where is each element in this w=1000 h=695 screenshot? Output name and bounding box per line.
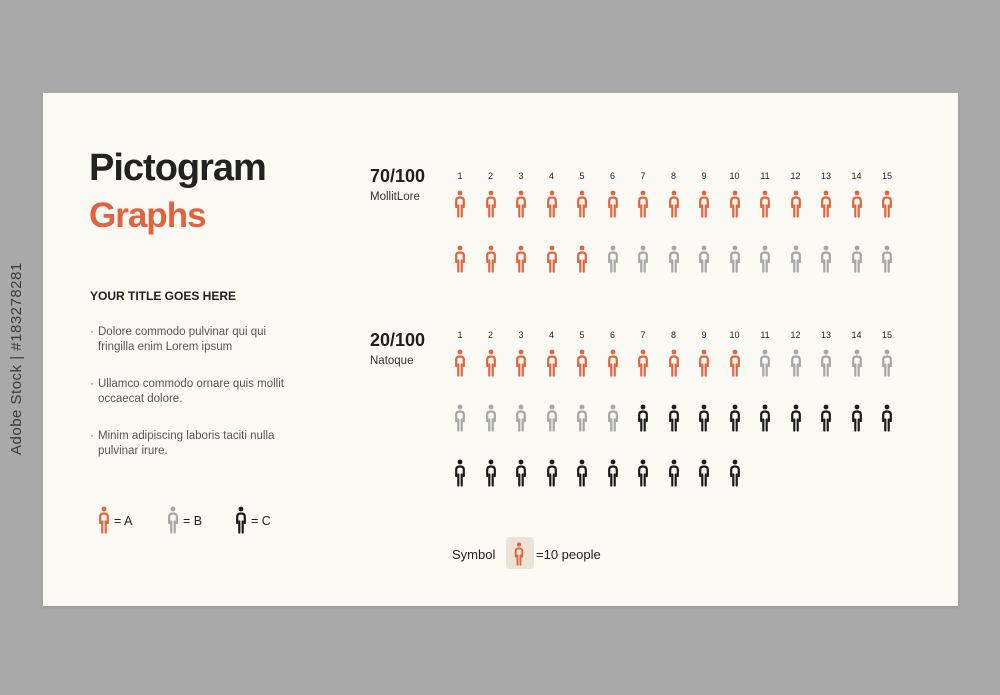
column-number: 4 bbox=[548, 171, 554, 181]
person-icon-b bbox=[515, 404, 527, 432]
person-icon-a bbox=[98, 506, 110, 534]
person-icon-c bbox=[668, 459, 680, 487]
title-line-2: Graphs bbox=[89, 196, 206, 235]
person-icon-b bbox=[881, 349, 893, 377]
column-number: 14 bbox=[851, 330, 862, 340]
person-icon-b bbox=[576, 404, 588, 432]
person-icon-a bbox=[759, 190, 771, 218]
person-icon-a bbox=[820, 190, 832, 218]
column-number: 1 bbox=[457, 330, 463, 340]
person-icon-c bbox=[637, 459, 649, 487]
slide bbox=[43, 93, 958, 606]
person-icon-a bbox=[607, 190, 619, 218]
column-number: 6 bbox=[609, 171, 615, 181]
column-number: 1 bbox=[457, 171, 463, 181]
bullet-list bbox=[90, 325, 300, 481]
person-icon-b bbox=[759, 349, 771, 377]
person-icon-c bbox=[698, 404, 710, 432]
column-number: 3 bbox=[518, 330, 524, 340]
person-icon-c bbox=[637, 404, 649, 432]
column-number: 11 bbox=[760, 171, 770, 181]
person-icon-b bbox=[851, 245, 863, 273]
column-number: 7 bbox=[640, 171, 646, 181]
person-icon-b bbox=[851, 349, 863, 377]
person-icon-c bbox=[820, 404, 832, 432]
column-number: 3 bbox=[518, 171, 524, 181]
symbol-badge bbox=[506, 537, 534, 569]
person-icon-b bbox=[607, 404, 619, 432]
column-number: 6 bbox=[609, 330, 615, 340]
person-icon-b bbox=[485, 404, 497, 432]
column-number: 2 bbox=[487, 330, 493, 340]
person-icon-b bbox=[546, 404, 558, 432]
column-number: 15 bbox=[881, 330, 892, 340]
person-icon-a bbox=[515, 190, 527, 218]
column-number: 15 bbox=[881, 171, 892, 181]
person-icon-b bbox=[637, 245, 649, 273]
person-icon-a bbox=[546, 349, 558, 377]
person-icon-b bbox=[167, 506, 179, 534]
person-icon-a bbox=[637, 190, 649, 218]
person-icon-b bbox=[790, 245, 802, 273]
person-icon-c bbox=[729, 404, 741, 432]
person-icon-b bbox=[820, 349, 832, 377]
column-number: 12 bbox=[790, 330, 801, 340]
column-number: 8 bbox=[670, 171, 676, 181]
person-icon-c bbox=[790, 404, 802, 432]
person-icon-c bbox=[729, 459, 741, 487]
person-icon-b bbox=[759, 245, 771, 273]
person-icon-a bbox=[485, 190, 497, 218]
column-number: 11 bbox=[760, 330, 770, 340]
person-icon-a bbox=[576, 349, 588, 377]
person-icon-c bbox=[546, 459, 558, 487]
person-icon-b bbox=[454, 404, 466, 432]
column-number: 10 bbox=[729, 171, 740, 181]
bullet-item-1: · Dolore commodo pulvinar qui qui fringilla enim Lorem ipsum bbox=[90, 325, 300, 355]
person-icon-a bbox=[515, 349, 527, 377]
person-icon-b bbox=[607, 245, 619, 273]
column-number: 13 bbox=[820, 330, 831, 340]
group-score: 20/100 bbox=[370, 330, 426, 350]
person-icon-a bbox=[729, 349, 741, 377]
person-icon-c bbox=[668, 404, 680, 432]
stock-credit: Adobe Stock | #183278281 bbox=[8, 262, 25, 455]
person-icon-a bbox=[546, 190, 558, 218]
column-number: 2 bbox=[487, 171, 493, 181]
column-number: 9 bbox=[701, 171, 707, 181]
symbol-value: =10 people bbox=[536, 547, 601, 562]
symbol-label: Symbol bbox=[452, 547, 496, 562]
person-icon-a bbox=[515, 245, 527, 273]
person-icon-a bbox=[485, 349, 497, 377]
person-icon-c bbox=[515, 459, 527, 487]
legend-label-a: = A bbox=[114, 514, 133, 528]
person-icon-b bbox=[881, 245, 893, 273]
person-icon-a bbox=[576, 245, 588, 273]
person-icon-a bbox=[637, 349, 649, 377]
person-icon-a bbox=[454, 349, 466, 377]
person-icon-a bbox=[454, 190, 466, 218]
person-icon-a bbox=[454, 245, 466, 273]
person-icon-a bbox=[729, 190, 741, 218]
person-icon-b bbox=[729, 245, 741, 273]
person-icon-a bbox=[881, 190, 893, 218]
column-number: 13 bbox=[820, 171, 831, 181]
bullet-item-2: · Ullamco commodo ornare quis mollit occaecat dolore. bbox=[90, 377, 300, 407]
person-icon-b bbox=[790, 349, 802, 377]
column-number: 5 bbox=[579, 330, 585, 340]
person-icon bbox=[512, 542, 526, 566]
person-icon-c bbox=[759, 404, 771, 432]
person-icon-c bbox=[235, 506, 247, 534]
person-icon-a bbox=[851, 190, 863, 218]
person-icon-b bbox=[698, 245, 710, 273]
person-icon-c bbox=[576, 459, 588, 487]
person-icon-c bbox=[851, 404, 863, 432]
person-icon-c bbox=[881, 404, 893, 432]
column-number: 7 bbox=[640, 330, 646, 340]
person-icon-a bbox=[698, 190, 710, 218]
title-line-1: Pictogram bbox=[89, 147, 266, 189]
group-name: MollitLore bbox=[370, 191, 420, 203]
group-score: 70/100 bbox=[370, 166, 426, 186]
person-icon-a bbox=[668, 349, 680, 377]
group-name: Natoque bbox=[370, 355, 414, 367]
column-number: 12 bbox=[790, 171, 801, 181]
person-icon-a bbox=[790, 190, 802, 218]
person-icon-a bbox=[485, 245, 497, 273]
person-icon-a bbox=[546, 245, 558, 273]
column-number: 9 bbox=[701, 330, 707, 340]
column-number: 14 bbox=[851, 171, 862, 181]
person-icon-b bbox=[668, 245, 680, 273]
person-icon-a bbox=[607, 349, 619, 377]
person-icon-c bbox=[607, 459, 619, 487]
column-number: 5 bbox=[579, 171, 585, 181]
legend-label-c: = C bbox=[251, 514, 271, 528]
column-number: 10 bbox=[729, 330, 740, 340]
person-icon-c bbox=[698, 459, 710, 487]
person-icon-c bbox=[485, 459, 497, 487]
person-icon-a bbox=[698, 349, 710, 377]
column-number: 4 bbox=[548, 330, 554, 340]
person-icon-a bbox=[576, 190, 588, 218]
person-icon-a bbox=[668, 190, 680, 218]
section-subtitle: YOUR TITLE GOES HERE bbox=[90, 289, 237, 303]
person-icon-b bbox=[820, 245, 832, 273]
bullet-item-3: · Minim adipiscing laboris taciti nulla pulvinar irure. bbox=[90, 429, 300, 459]
legend-label-b: = B bbox=[183, 514, 203, 528]
person-icon-c bbox=[454, 459, 466, 487]
column-number: 8 bbox=[670, 330, 676, 340]
